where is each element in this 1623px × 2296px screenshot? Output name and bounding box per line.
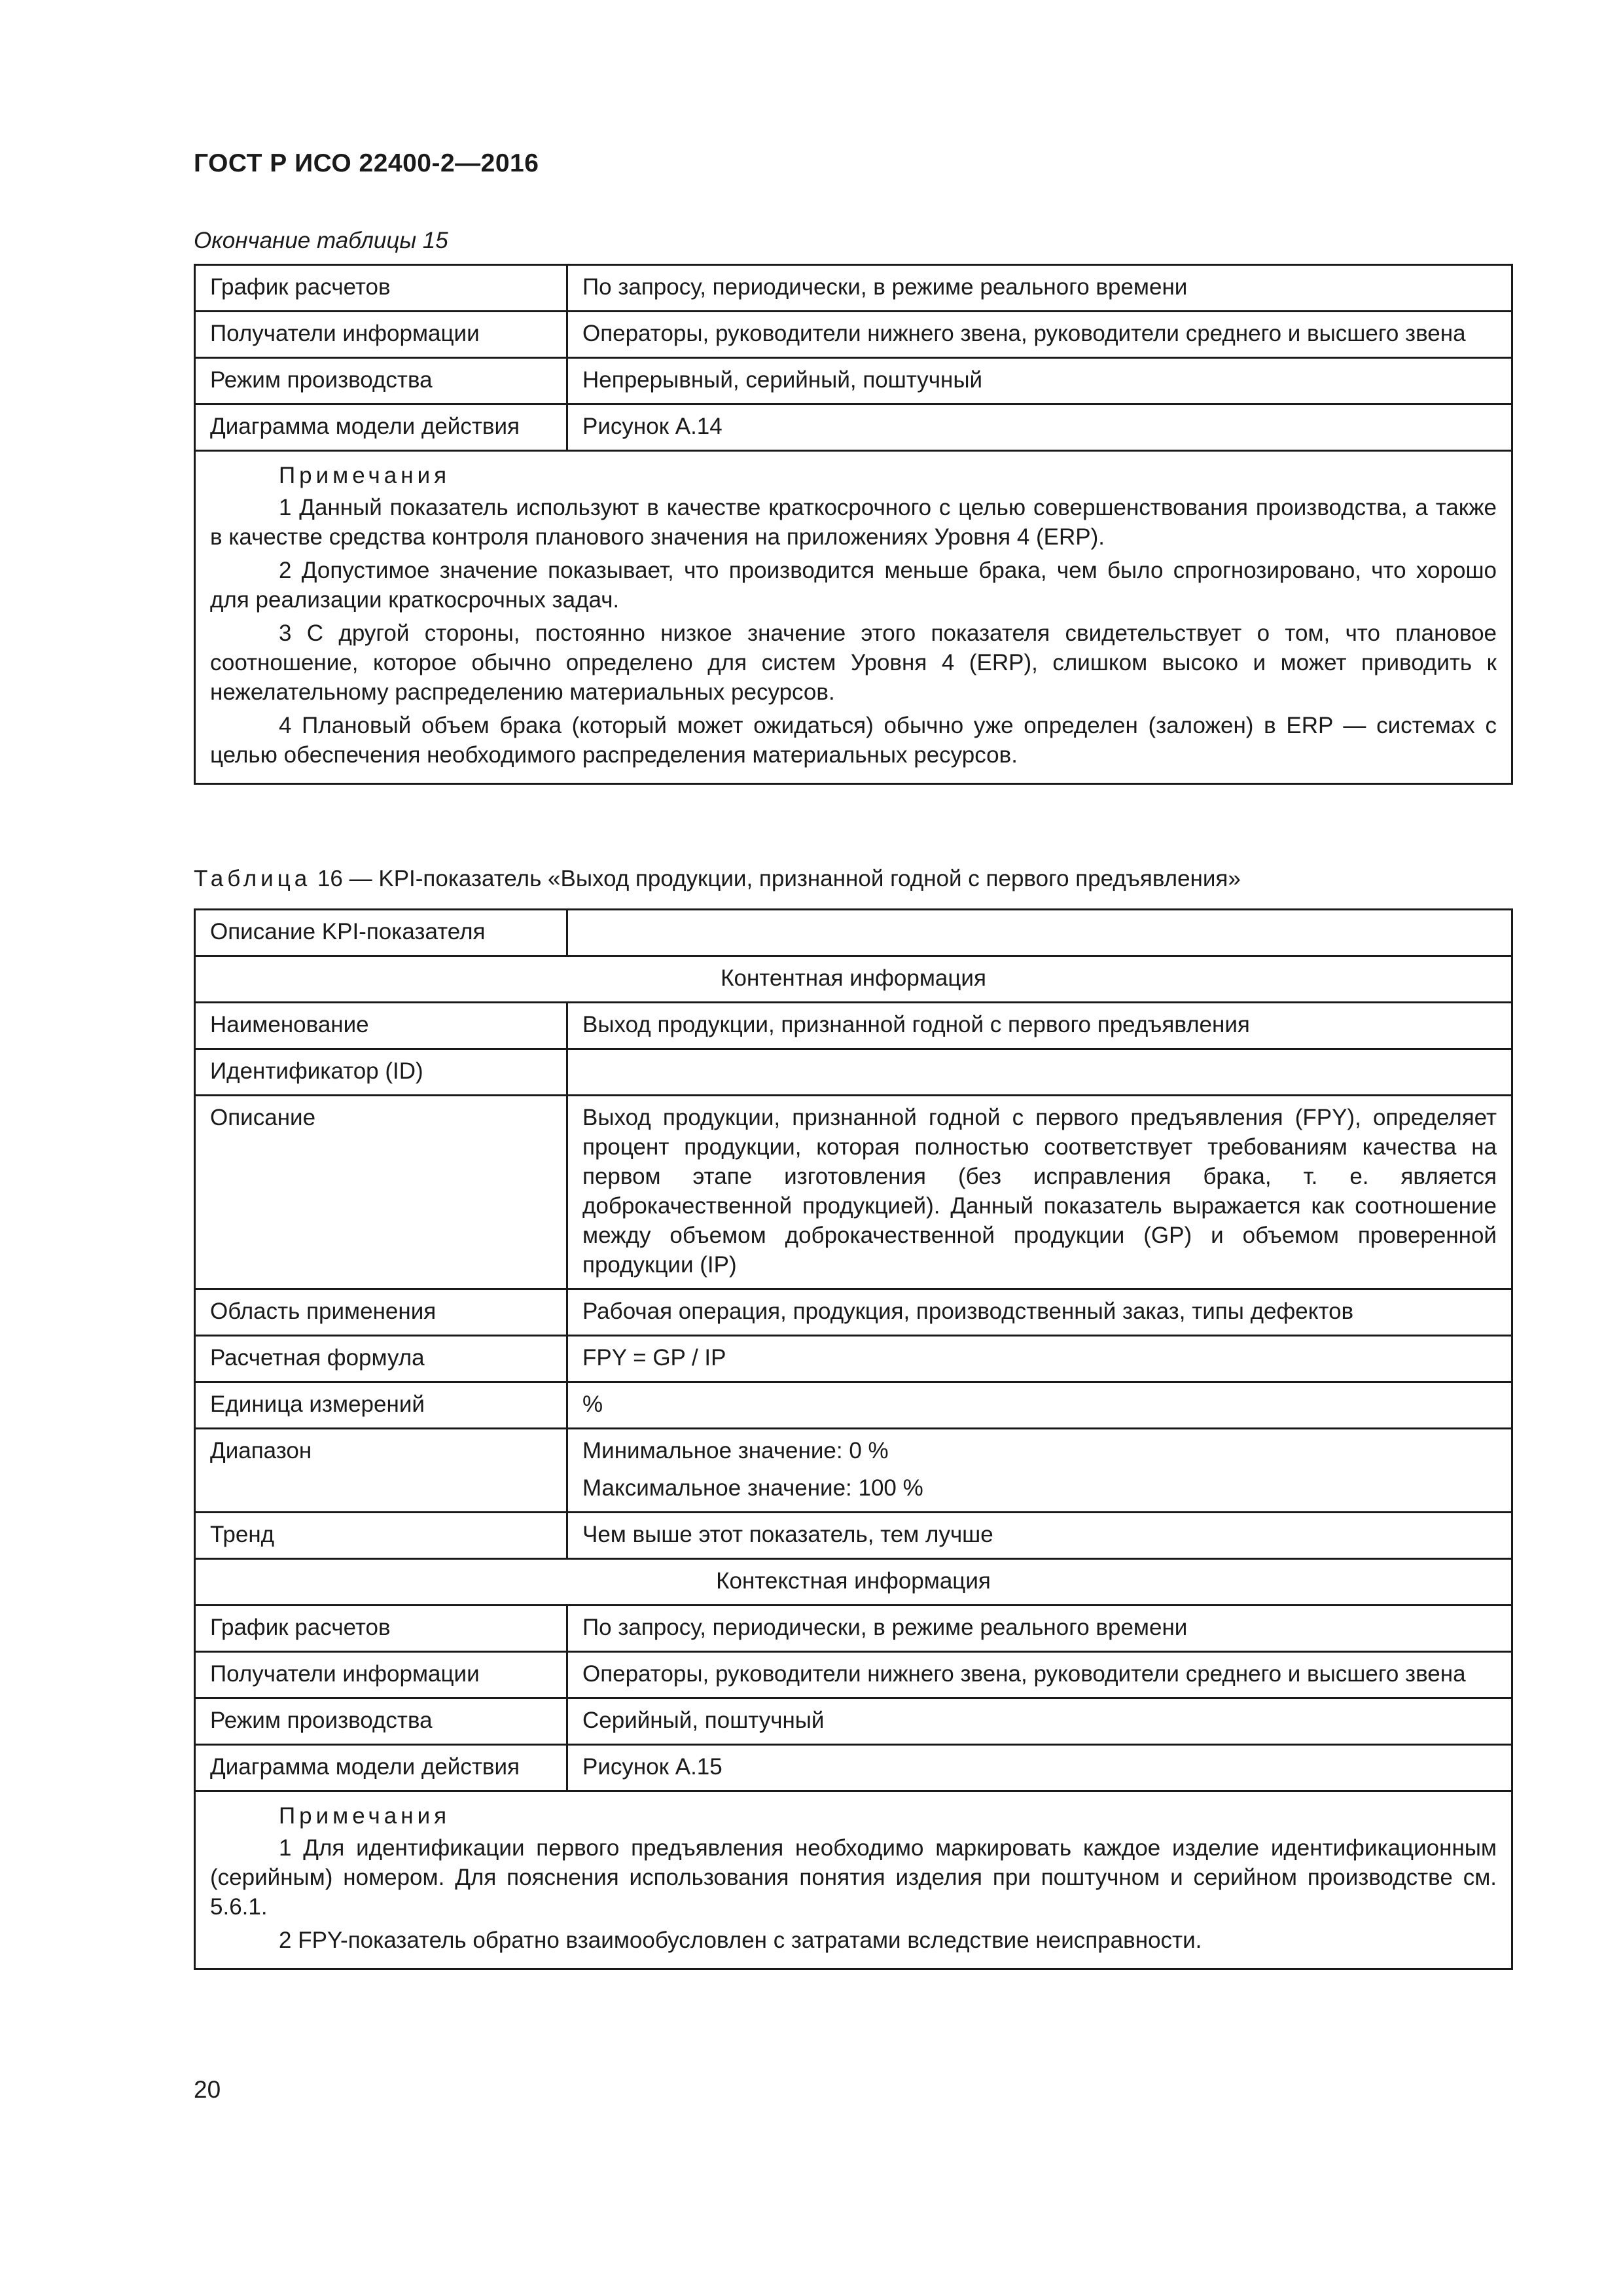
table-row [195, 1745, 1512, 1791]
range-max: Максимальное значение: 100 % [582, 1475, 923, 1501]
row-label: Единица измерений [195, 1382, 567, 1429]
row-label: Область применения [195, 1289, 567, 1336]
row-value: % [567, 1382, 1512, 1429]
document-header: ГОСТ Р ИСО 22400-2—2016 [194, 149, 539, 177]
row-value: По запросу, периодически, в режиме реального времени [567, 265, 1512, 312]
page-number: 20 [194, 2076, 221, 2103]
section-heading: Контентная информация [195, 956, 1512, 1003]
row-label: График расчетов [195, 1605, 567, 1652]
table-row [195, 312, 1512, 358]
table-row [195, 404, 1512, 451]
table16-caption-prefix: Таблица [194, 866, 312, 891]
table-row [195, 1698, 1512, 1745]
range-min: Минимальное значение: 0 % [582, 1438, 889, 1463]
note-item: 2 Допустимое значение показывает, что производится меньше брака, чем было спрогнозировано, что хорошо для реализации краткосрочных задач. [210, 558, 1497, 613]
row-value [567, 1049, 1512, 1096]
table16-caption-text: 16 — KPI-показатель «Выход продукции, признанной годной с первого предъявления» [317, 866, 1241, 891]
table-row [195, 265, 1512, 312]
table-row [195, 910, 1512, 956]
row-label: Описание KPI-показателя [195, 910, 567, 956]
table-row [195, 1336, 1512, 1382]
table-row [195, 1289, 1512, 1336]
note-item: 1 Для идентификации первого предъявления необходимо маркировать каждое изделие идентификационным (серийным) номером. Для пояснения использования понятия изделия при поштучном и серийном производстве см. 5.6.1. [210, 1835, 1497, 1920]
table-row [195, 1652, 1512, 1698]
table16 [194, 908, 1513, 1970]
row-label: Режим производства [195, 358, 567, 404]
table-row [195, 1513, 1512, 1559]
row-value: Чем выше этот показатель, тем лучше [567, 1513, 1512, 1559]
notes-row [195, 451, 1512, 784]
table15-continuation-caption: Окончание таблицы 15 [194, 228, 448, 253]
table-row [195, 358, 1512, 404]
section-row [195, 956, 1512, 1003]
row-label: Диапазон [195, 1429, 567, 1513]
row-label: Тренд [195, 1513, 567, 1559]
row-label: Диаграмма модели действия [195, 1745, 567, 1791]
row-value: FPY = GP / IP [567, 1336, 1512, 1382]
notes-cell [195, 451, 1512, 784]
table-row [195, 1605, 1512, 1652]
row-value: Операторы, руководители нижнего звена, руководители среднего и высшего звена [567, 1652, 1512, 1698]
table15-end [194, 264, 1513, 785]
table-row [195, 1382, 1512, 1429]
row-label: Диаграмма модели действия [195, 404, 567, 451]
row-label: График расчетов [195, 265, 567, 312]
section-heading: Контекстная информация [195, 1559, 1512, 1605]
note-item: 4 Плановый объем брака (который может ожидаться) обычно уже определен (заложен) в ERP — системах с целью обеспечения необходимого распределения материальных ресурсов. [210, 713, 1497, 768]
row-label: Наименование [195, 1003, 567, 1049]
section-row [195, 1559, 1512, 1605]
row-value: Серийный, поштучный [567, 1698, 1512, 1745]
row-value: Рисунок А.14 [567, 404, 1512, 451]
notes-cell [195, 1791, 1512, 1969]
note-item: 2 FPY-показатель обратно взаимообусловлен с затратами вследствие неисправности. [279, 1928, 1202, 1953]
row-label: Режим производства [195, 1698, 567, 1745]
note-item: 3 С другой стороны, постоянно низкое значение этого показателя свидетельствует о том, что плановое соотношение, которое обычно определено для систем Уровня 4 (ERP), слишком высоко и может приводить к нежелательному распределению материальных ресурсов. [210, 620, 1497, 705]
row-label: Получатели информации [195, 312, 567, 358]
notes-row [195, 1791, 1512, 1969]
row-value: Рисунок А.15 [567, 1745, 1512, 1791]
notes-title: Примечания [279, 463, 451, 488]
table-row [195, 1049, 1512, 1096]
notes-title: Примечания [279, 1803, 451, 1829]
table-row [195, 1096, 1512, 1289]
row-label: Идентификатор (ID) [195, 1049, 567, 1096]
row-value: По запросу, периодически, в режиме реального времени [567, 1605, 1512, 1652]
row-value [567, 910, 1512, 956]
table-row [195, 1003, 1512, 1049]
table-row [195, 1429, 1512, 1513]
row-value [567, 1429, 1512, 1513]
note-item: 1 Данный показатель используют в качестве краткосрочного с целью совершенствования производства, а также в качестве средства контроля планового значения на приложениях Уровня 4 (ERP). [210, 495, 1497, 550]
row-label: Расчетная формула [195, 1336, 567, 1382]
row-value: Операторы, руководители нижнего звена, руководители среднего и высшего звена [567, 312, 1512, 358]
row-label: Получатели информации [195, 1652, 567, 1698]
row-value: Выход продукции, признанной годной с первого предъявления (FPY), определяет процент продукции, которая полностью соответствует требованиям качества на первом этапе изготовления (без исправления брака, т. е. является доброкачественной продукцией). Данный показатель выражается как соотношение между объемом доброкачественной продукции (GP) и объемом проверенной продукции (IP) [567, 1096, 1512, 1289]
table16-caption [194, 866, 1241, 892]
row-value: Выход продукции, признанной годной с первого предъявления [567, 1003, 1512, 1049]
row-value: Рабочая операция, продукция, производственный заказ, типы дефектов [567, 1289, 1512, 1336]
row-value: Непрерывный, серийный, поштучный [567, 358, 1512, 404]
row-label: Описание [195, 1096, 567, 1289]
